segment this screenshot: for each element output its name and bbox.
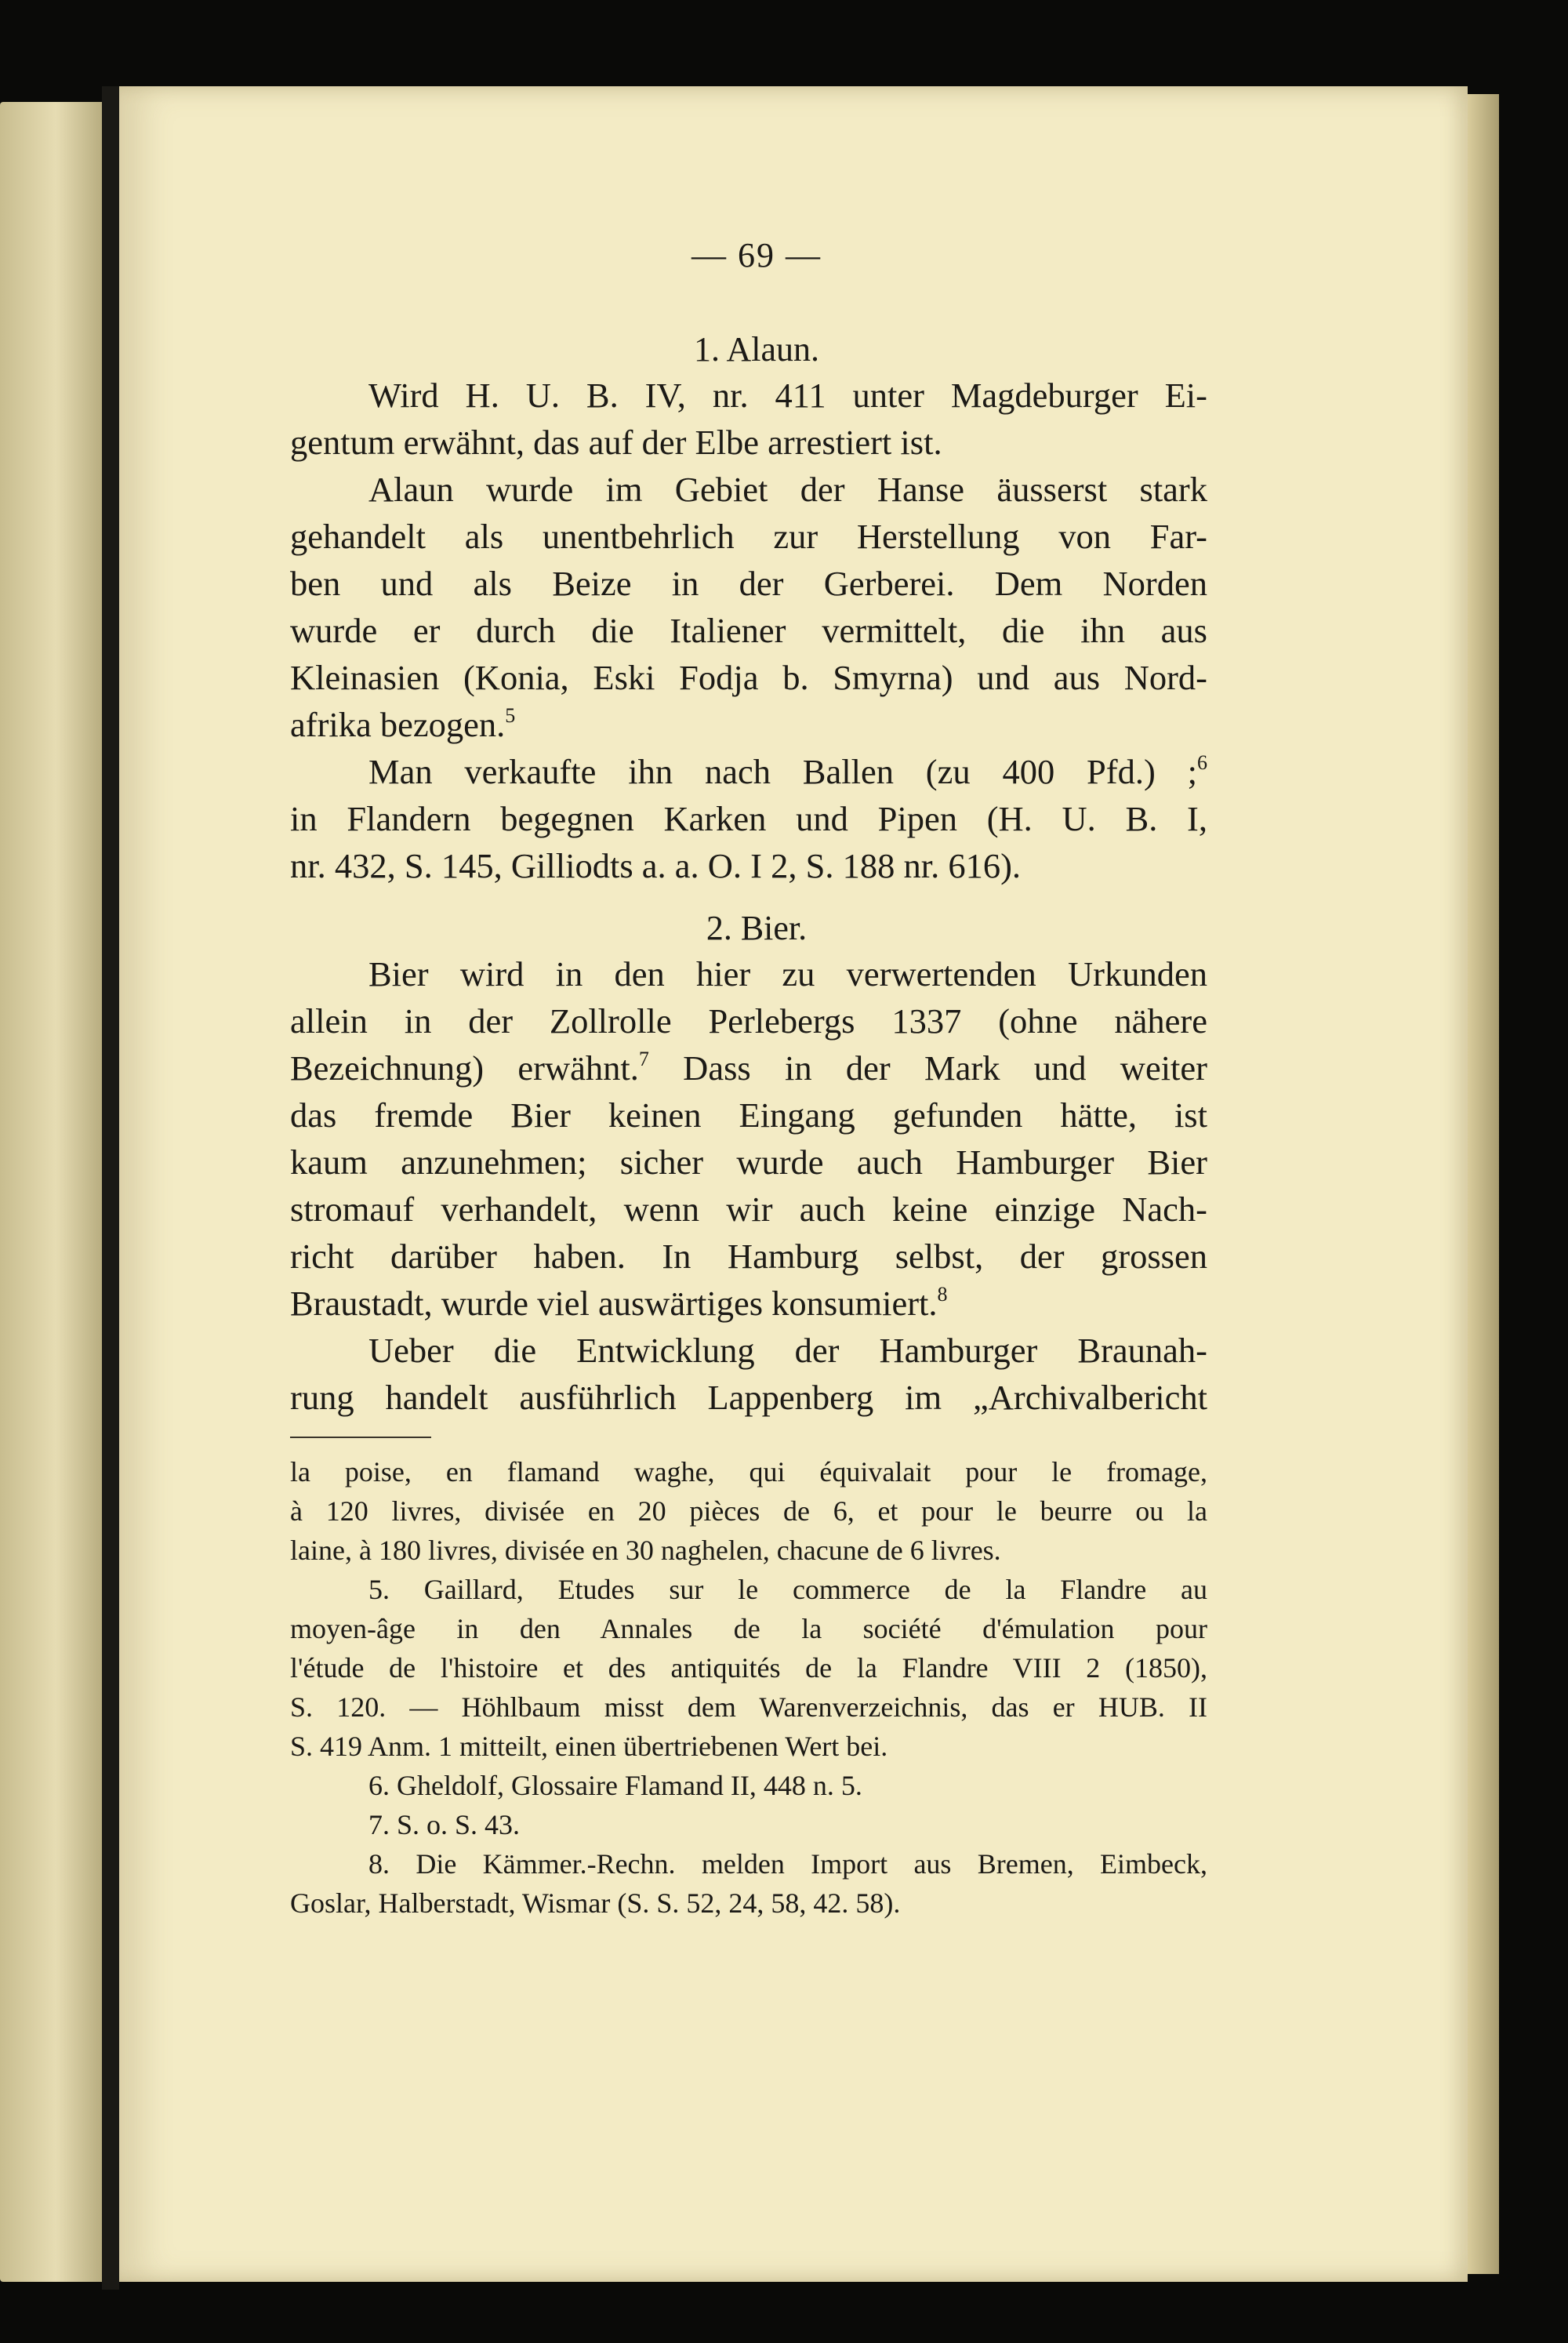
text-line: nr. 432, S. 145, Gilliodts a. a. O. I 2, S. 188 nr. 616). <box>290 846 1022 885</box>
footnote-ref: 5 <box>505 704 516 727</box>
footnote-ref: 6 <box>1197 751 1207 774</box>
text-line: kaum anzunehmen; sicher wurde auch Hamburger Bier <box>290 1142 1207 1182</box>
text-line: in Flandern begegnen Karken und Pipen (H. U. B. I, <box>290 799 1207 838</box>
text-fragment: Bezeichnung) erwähnt. <box>290 1048 639 1088</box>
text-fragment: Man verkaufte ihn nach Ballen (zu 400 Pfd.) ; <box>368 752 1197 791</box>
footnote-5-line: l'étude de l'histoire et des antiquités de la Flandre VIII 2 (1850), <box>290 1652 1207 1684</box>
page-number: — 69 — <box>691 236 822 274</box>
footnote-8-line: 8. Die Kämmer.-Rechn. melden Import aus Bremen, Eimbeck, <box>368 1848 1207 1880</box>
footnotes <box>290 1452 1207 1923</box>
paragraph-alaun-3 <box>290 748 1207 889</box>
text-line: Bier wird in den hier zu verwertenden Urkunden <box>368 954 1207 994</box>
text-line: stromauf verhandelt, wenn wir auch keine einzige Nach- <box>290 1190 1207 1229</box>
text-line: das fremde Bier keinen Eingang gefunden hätte, ist <box>290 1095 1207 1135</box>
footnote-5-line: S. 120. — Höhlbaum misst dem Warenverzeichnis, das er HUB. II <box>290 1691 1207 1723</box>
text-line: Alaun wurde im Gebiet der Hanse äusserst stark <box>368 470 1207 509</box>
book-gutter <box>102 86 119 2290</box>
footnote-line: à 120 livres, divisée en 20 pièces de 6, et pour le beurre ou la <box>290 1495 1207 1527</box>
text-fragment: Braustadt, wurde viel auswärtiges konsumiert. <box>290 1284 938 1323</box>
paragraph-alaun-2 <box>290 466 1207 748</box>
section-heading-bier: 2. Bier. <box>706 909 808 947</box>
footnote-line: laine, à 180 livres, divisée en 30 naghelen, chacune de 6 livres. <box>290 1535 1001 1566</box>
text-line: Wird H. U. B. IV, nr. 411 unter Magdeburger Ei- <box>368 376 1207 415</box>
text-line: ben und als Beize in der Gerberei. Dem Norden <box>290 564 1207 603</box>
paragraph-bier-1 <box>290 950 1207 1327</box>
paragraph-alaun-1 <box>290 372 1207 466</box>
text-line <box>290 1280 1207 1327</box>
text-line: gehandelt als unentbehrlich zur Herstellung von Far- <box>290 517 1207 556</box>
section-heading-alaun: 1. Alaun. <box>693 330 820 369</box>
page-text <box>290 235 1207 1923</box>
text-fragment: Dass in der Mark und weiter <box>648 1048 1207 1088</box>
footnote-8-line: Goslar, Halberstadt, Wismar (S. S. 52, 24, 58, 42. 58). <box>290 1887 901 1919</box>
text-line: richt darüber haben. In Hamburg selbst, der grossen <box>290 1237 1207 1276</box>
text-fragment: afrika bezogen. <box>290 705 506 744</box>
text-line: rung handelt ausführlich Lappenberg im „Archivalbericht <box>290 1378 1207 1417</box>
footnote-6: 6. Gheldolf, Glossaire Flamand II, 448 n. 5. <box>368 1770 862 1801</box>
paragraph-bier-2 <box>290 1327 1207 1421</box>
text-line: Kleinasien (Konia, Eski Fodja b. Smyrna) und aus Nord- <box>290 658 1207 697</box>
text-line <box>290 701 1207 748</box>
text-line: Ueber die Entwicklung der Hamburger Braunah- <box>368 1331 1207 1370</box>
text-line: gentum erwähnt, das auf der Elbe arrestiert ist. <box>290 423 942 462</box>
text-line: allein in der Zollrolle Perlebergs 1337 (ohne nähere <box>290 1001 1207 1041</box>
footnote-ref: 7 <box>638 1048 649 1070</box>
text-line <box>290 748 1207 795</box>
text-line: wurde er durch die Italiener vermittelt, die ihn aus <box>290 611 1207 650</box>
text-line <box>290 1044 1207 1092</box>
page-stack-edge <box>1468 94 1499 2274</box>
footnote-5-line: S. 419 Anm. 1 mitteilt, einen übertriebenen Wert bei. <box>290 1731 888 1762</box>
footnote-line: la poise, en flamand waghe, qui équivalait pour le fromage, <box>290 1456 1207 1488</box>
footnote-5-line: moyen-âge in den Annales de la société d'émulation pour <box>290 1613 1207 1644</box>
footnote-ref: 8 <box>937 1283 948 1306</box>
footnote-7: 7. S. o. S. 43. <box>368 1809 521 1840</box>
previous-page-edge <box>0 102 102 2282</box>
footnote-divider <box>290 1437 431 1438</box>
footnote-5-line: 5. Gaillard, Etudes sur le commerce de la Flandre au <box>368 1574 1207 1605</box>
